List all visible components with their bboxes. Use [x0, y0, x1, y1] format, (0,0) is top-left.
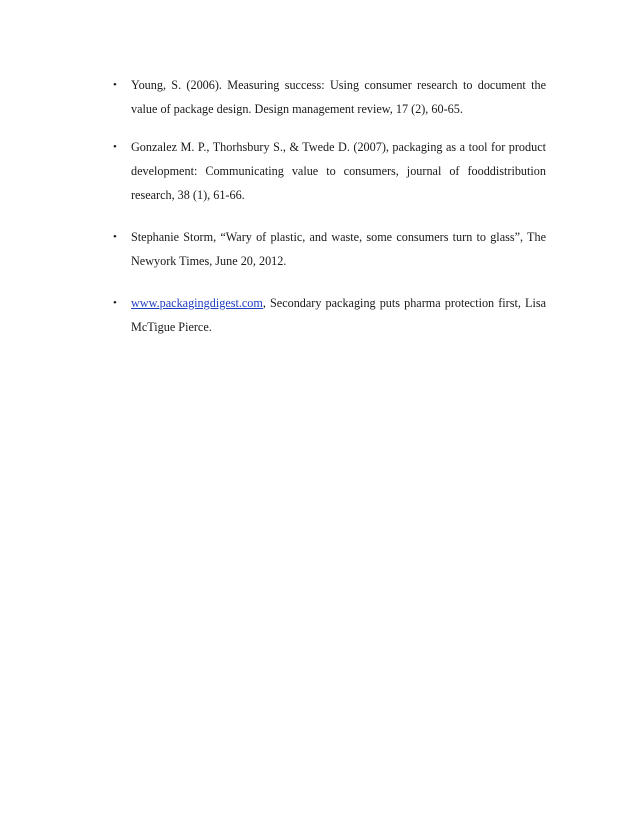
reference-text: , Secondary packaging puts pharma protection first, Lisa McTigue Pierce.: [131, 296, 546, 334]
bullet-icon: •: [113, 141, 117, 153]
reference-item-storm: [113, 225, 546, 273]
reference-text: Young, S. (2006). Measuring success: Using consumer research to document the value of package design. Design management review, 17 (2), 60-65.: [131, 78, 546, 116]
reference-text: Gonzalez M. P., Thorhsbury S., & Twede D. (2007), packaging as a tool for product development: Communicating value to consumers, journal of fooddistribution research, 38 (1), 61-66.: [131, 140, 546, 202]
bullet-icon: •: [113, 297, 117, 309]
reference-item-packagingdigest: [113, 291, 546, 339]
reference-list: [113, 73, 546, 339]
reference-item-young: [113, 73, 546, 121]
packagingdigest-link[interactable]: www.packagingdigest.com: [131, 296, 263, 310]
bullet-icon: •: [113, 231, 117, 243]
bullet-icon: •: [113, 79, 117, 91]
reference-text: Stephanie Storm, “Wary of plastic, and waste, some consumers turn to glass”, The Newyork Times, June 20, 2012.: [131, 230, 546, 268]
reference-item-gonzalez: [113, 135, 546, 207]
